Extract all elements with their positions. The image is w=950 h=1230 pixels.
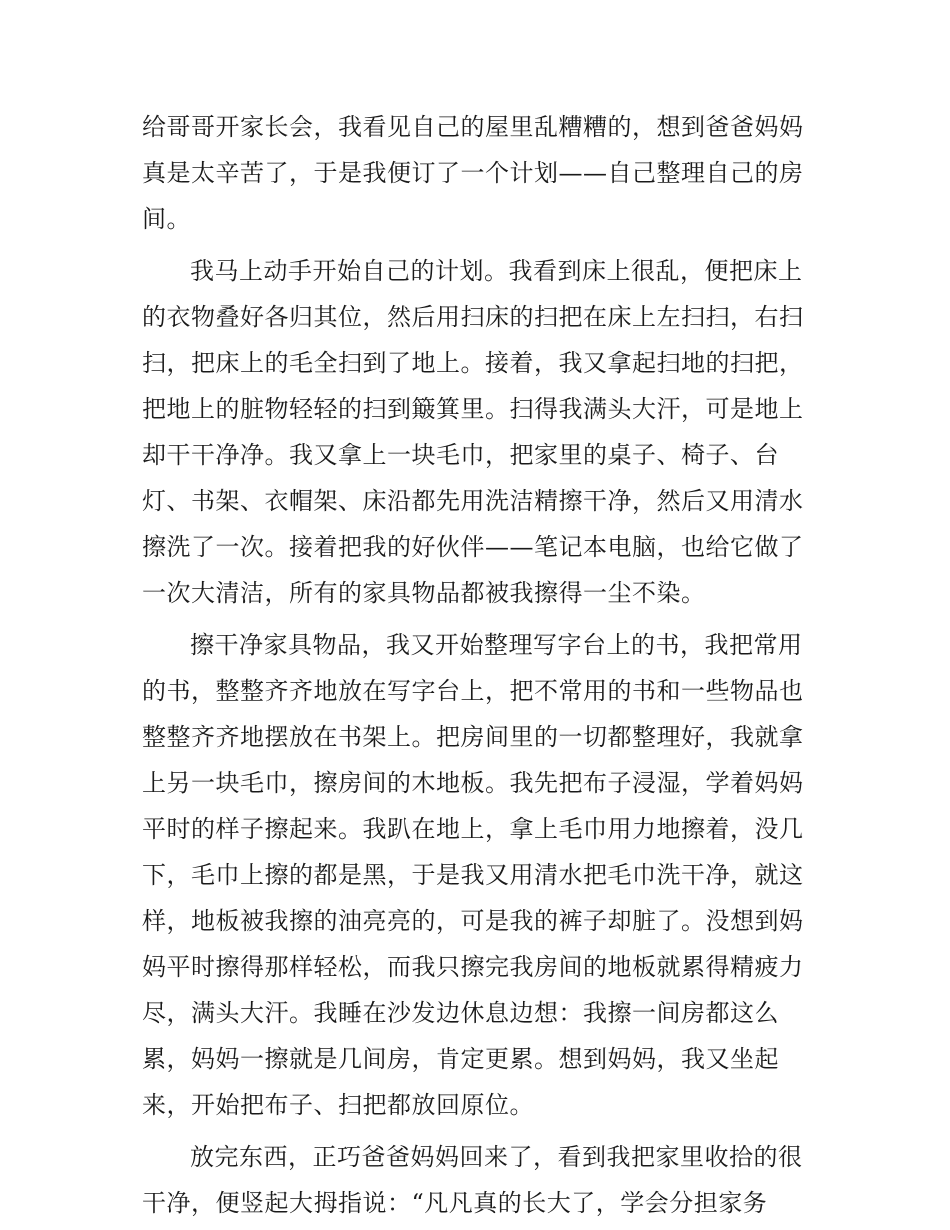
text-line: 平时的样子擦起来。我趴在地上，拿上毛巾用力地擦着，没几 bbox=[142, 815, 804, 843]
text-line: 上另一块毛巾，擦房间的木地板。我先把布子浸湿，学着妈妈 bbox=[142, 769, 804, 797]
text-line: 来，开始把布子、扫把都放回原位。 bbox=[142, 1091, 534, 1119]
paragraph bbox=[142, 1134, 814, 1226]
text-line: 整整齐齐地摆放在书架上。把房间里的一切都整理好，我就拿 bbox=[142, 723, 804, 751]
text-line: 我马上动手开始自己的计划。我看到床上很乱，便把床上 bbox=[190, 257, 803, 285]
text-line: 样，地板被我擦的油亮亮的，可是我的裤子却脏了。没想到妈 bbox=[142, 907, 804, 935]
text-line: 擦洗了一次。接着把我的好伙伴——笔记本电脑，也给它做了 bbox=[142, 533, 804, 561]
text-line: 灯、书架、衣帽架、床沿都先用洗洁精擦干净，然后又用清水 bbox=[142, 487, 804, 515]
text-line: 给哥哥开家长会，我看见自己的屋里乱糟糟的，想到爸爸妈妈 bbox=[142, 113, 804, 141]
text-line: 下，毛巾上擦的都是黑，于是我又用清水把毛巾洗干净，就这 bbox=[142, 861, 804, 889]
paragraph bbox=[142, 622, 814, 1128]
text-line: 干净，便竖起大拇指说：“凡凡真的长大了，学会分担家务 bbox=[142, 1189, 768, 1217]
text-line: 擦干净家具物品，我又开始整理写字台上的书，我把常用 bbox=[190, 631, 803, 659]
document-body bbox=[142, 104, 814, 1226]
text-line: 放完东西，正巧爸爸妈妈回来了，看到我把家里收拾的很 bbox=[190, 1143, 803, 1171]
text-line: 一次大清洁，所有的家具物品都被我擦得一尘不染。 bbox=[142, 579, 706, 607]
text-line: 真是太辛苦了，于是我便订了一个计划——自己整理自己的房 bbox=[142, 159, 804, 187]
text-line: 的书，整整齐齐地放在写字台上，把不常用的书和一些物品也 bbox=[142, 677, 804, 705]
paragraph bbox=[142, 104, 814, 242]
text-line: 把地上的脏物轻轻的扫到簸箕里。扫得我满头大汗，可是地上 bbox=[142, 395, 804, 423]
text-line: 间。 bbox=[142, 205, 191, 233]
text-line: 却干干净净。我又拿上一块毛巾，把家里的桌子、椅子、台 bbox=[142, 441, 779, 469]
text-line: 妈平时擦得那样轻松，而我只擦完我房间的地板就累得精疲力 bbox=[142, 953, 804, 981]
paragraph bbox=[142, 248, 814, 616]
text-line: 的衣物叠好各归其位，然后用扫床的扫把在床上左扫扫，右扫 bbox=[142, 303, 804, 331]
text-line: 累，妈妈一擦就是几间房，肯定更累。想到妈妈，我又坐起 bbox=[142, 1045, 779, 1073]
text-line: 扫，把床上的毛全扫到了地上。接着，我又拿起扫地的扫把， bbox=[142, 349, 804, 377]
text-line: 尽，满头大汗。我睡在沙发边休息边想：我擦一间房都这么 bbox=[142, 999, 779, 1027]
